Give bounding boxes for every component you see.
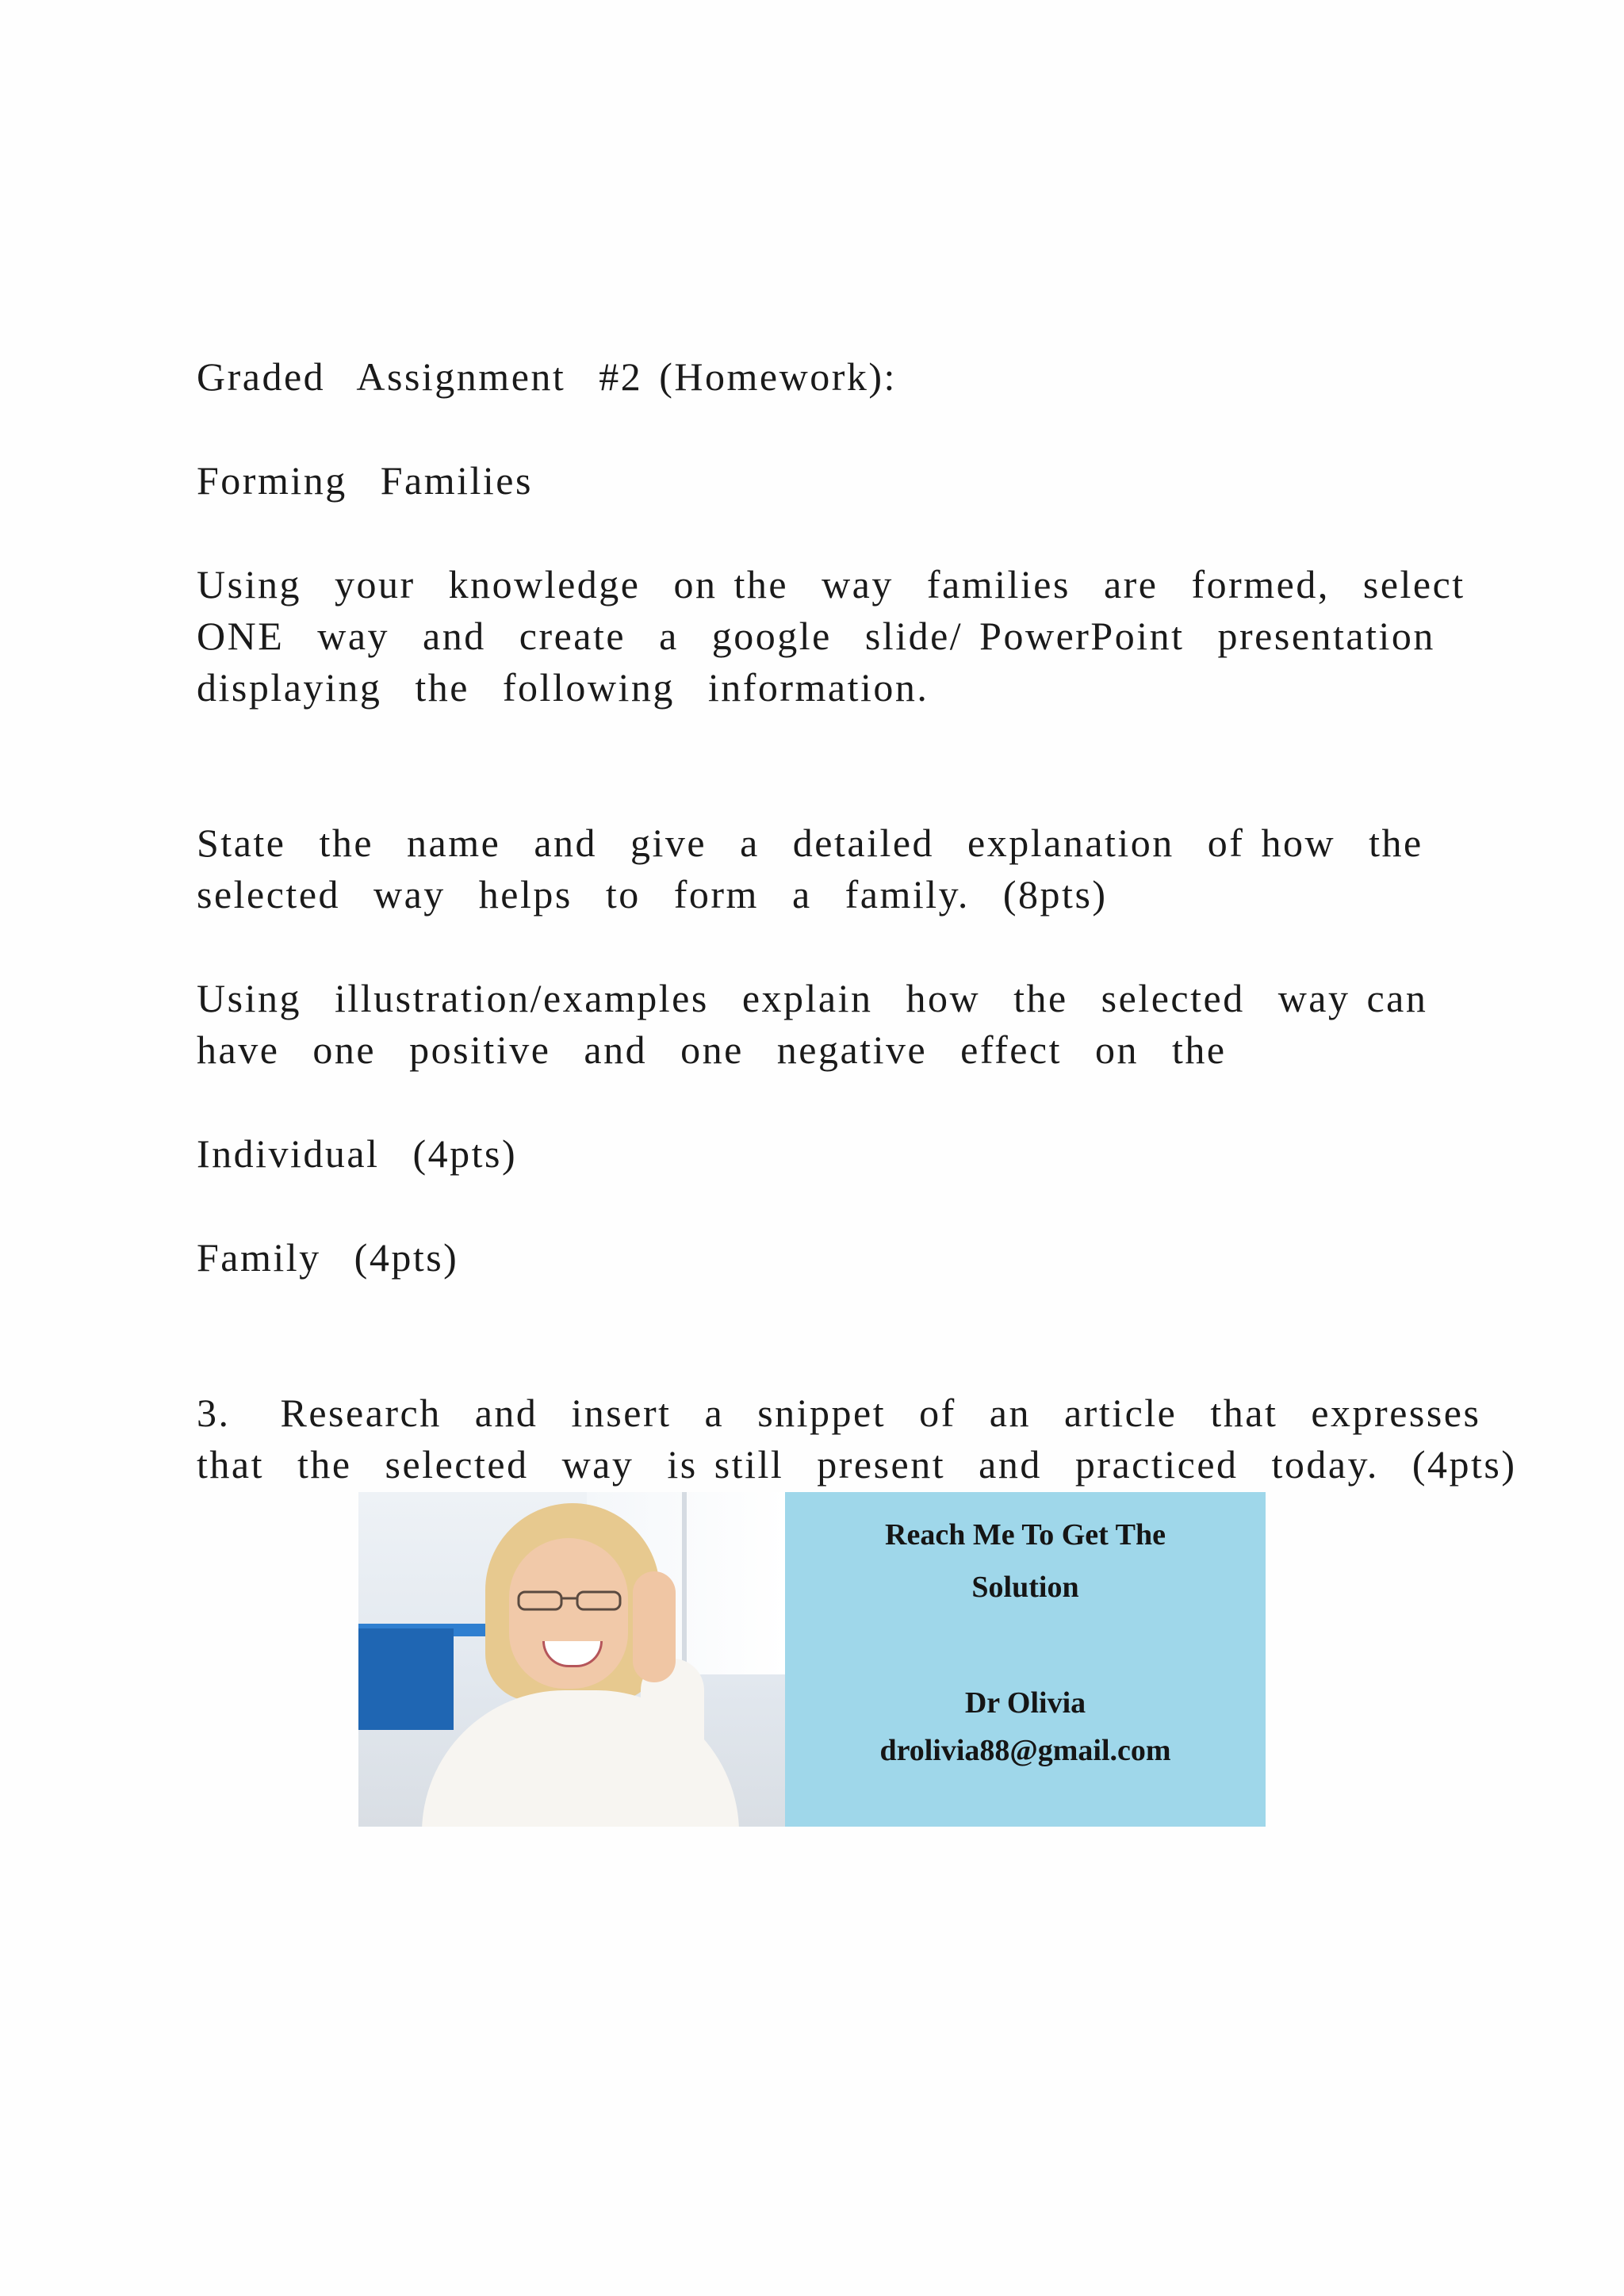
instruction-line: Using your knowledge on the way families are formed, select bbox=[197, 562, 1465, 607]
task-3-line: 3. Research and insert a snippet of an article that expresses bbox=[197, 1391, 1481, 1435]
instruction-line: displaying the following information. bbox=[197, 665, 929, 710]
woman-photo-image bbox=[358, 1492, 785, 1827]
banner-headline-2: Solution bbox=[971, 1571, 1079, 1604]
task-2-line: Using illustration/examples explain how the selected way can bbox=[197, 976, 1428, 1020]
task-1-line: selected way helps to form a family. (8pts) bbox=[197, 872, 1108, 916]
instruction-line: ONE way and create a google slide/ PowerPoint presentation bbox=[197, 614, 1435, 658]
task-2-item-individual: Individual (4pts) bbox=[197, 1131, 518, 1176]
promo-banner bbox=[358, 1492, 1266, 1827]
section-heading: Forming Families bbox=[197, 458, 533, 503]
contact-panel bbox=[785, 1492, 1266, 1827]
contact-email[interactable]: drolivia88@gmail.com bbox=[879, 1734, 1171, 1767]
task-3-line: that the selected way is still present and practiced today. (4pts) bbox=[197, 1442, 1517, 1487]
task-1-line: State the name and give a detailed explanation of how the bbox=[197, 821, 1423, 865]
assignment-title: Graded Assignment #2 (Homework): bbox=[197, 354, 897, 399]
task-2-line: have one positive and one negative effect on the bbox=[197, 1027, 1227, 1072]
glasses-icon bbox=[515, 1589, 623, 1613]
task-2-item-family: Family (4pts) bbox=[197, 1235, 459, 1280]
banner-headline: Reach Me To Get The bbox=[885, 1518, 1166, 1552]
contact-name: Dr Olivia bbox=[964, 1686, 1086, 1720]
